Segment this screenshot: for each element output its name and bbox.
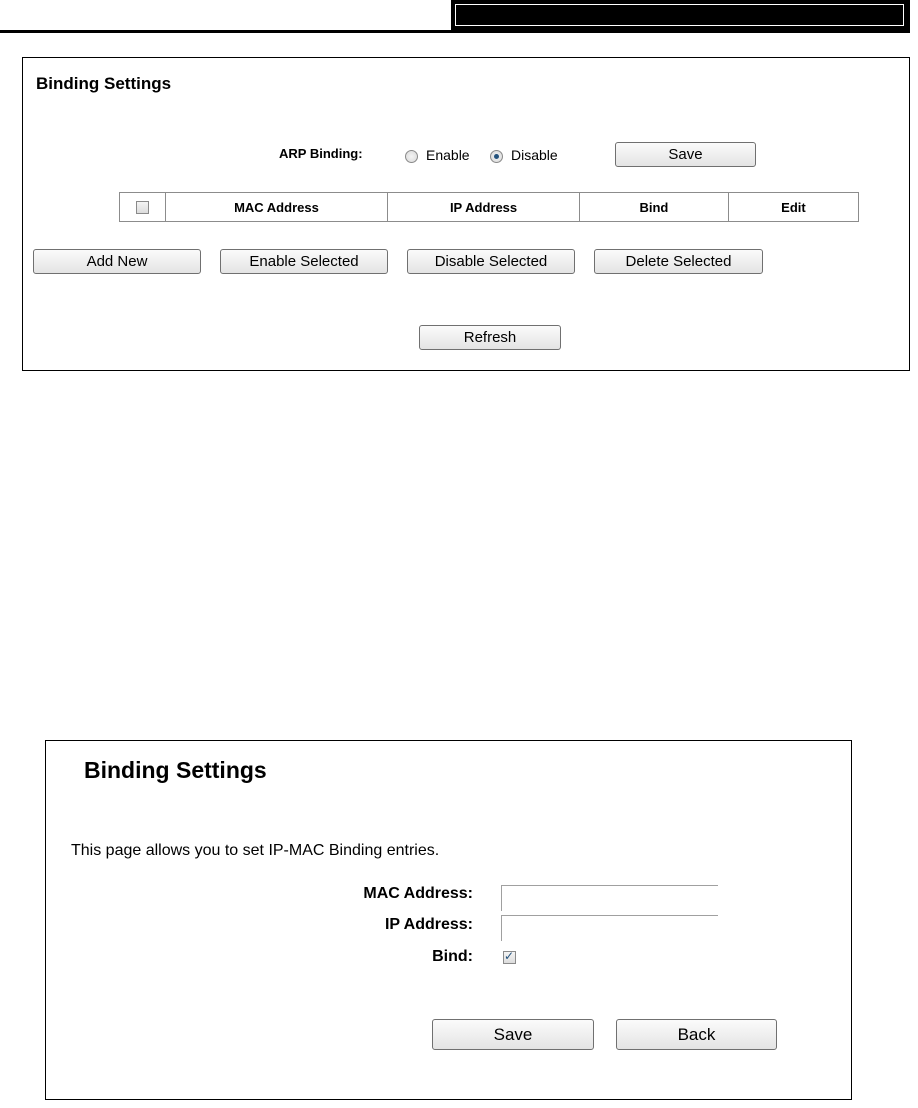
panel-title: Binding Settings [84, 757, 267, 783]
header-bar-frame [455, 4, 904, 26]
bind-label: Bind: [432, 948, 473, 965]
header-bar [451, 0, 910, 30]
disable-selected-button[interactable]: Disable Selected [407, 249, 575, 274]
binding-entry-panel [45, 740, 852, 1100]
save-button[interactable]: Save [432, 1019, 594, 1050]
intro-text: This page allows you to set IP-MAC Binding entries. [71, 842, 440, 859]
refresh-button[interactable]: Refresh [419, 325, 561, 350]
arp-binding-panel [22, 57, 910, 371]
column-mac-address: MAC Address [165, 193, 387, 221]
ip-address-label: IP Address: [384, 916, 473, 933]
mac-address-label: MAC Address: [363, 885, 473, 902]
delete-selected-button[interactable]: Delete Selected [594, 249, 763, 274]
column-edit: Edit [728, 193, 858, 221]
arp-save-button[interactable]: Save [615, 142, 756, 167]
column-ip-address: IP Address [387, 193, 579, 221]
arp-enable-radio[interactable] [405, 150, 418, 163]
mac-address-input[interactable] [501, 885, 718, 911]
arp-enable-label: Enable [426, 147, 470, 163]
arp-disable-label: Disable [511, 147, 558, 163]
bind-checkbox[interactable] [503, 951, 516, 964]
select-all-checkbox[interactable] [136, 201, 149, 214]
ip-address-input[interactable] [501, 915, 718, 941]
add-new-button[interactable]: Add New [33, 249, 201, 274]
back-button[interactable]: Back [616, 1019, 777, 1050]
header-rule [0, 30, 910, 33]
panel-title: Binding Settings [36, 74, 172, 93]
arp-binding-label: ARP Binding: [279, 146, 363, 161]
arp-disable-radio[interactable] [490, 150, 503, 163]
enable-selected-button[interactable]: Enable Selected [220, 249, 388, 274]
select-all-cell [120, 193, 165, 221]
column-bind: Bind [579, 193, 728, 221]
binding-table-header [119, 192, 859, 222]
